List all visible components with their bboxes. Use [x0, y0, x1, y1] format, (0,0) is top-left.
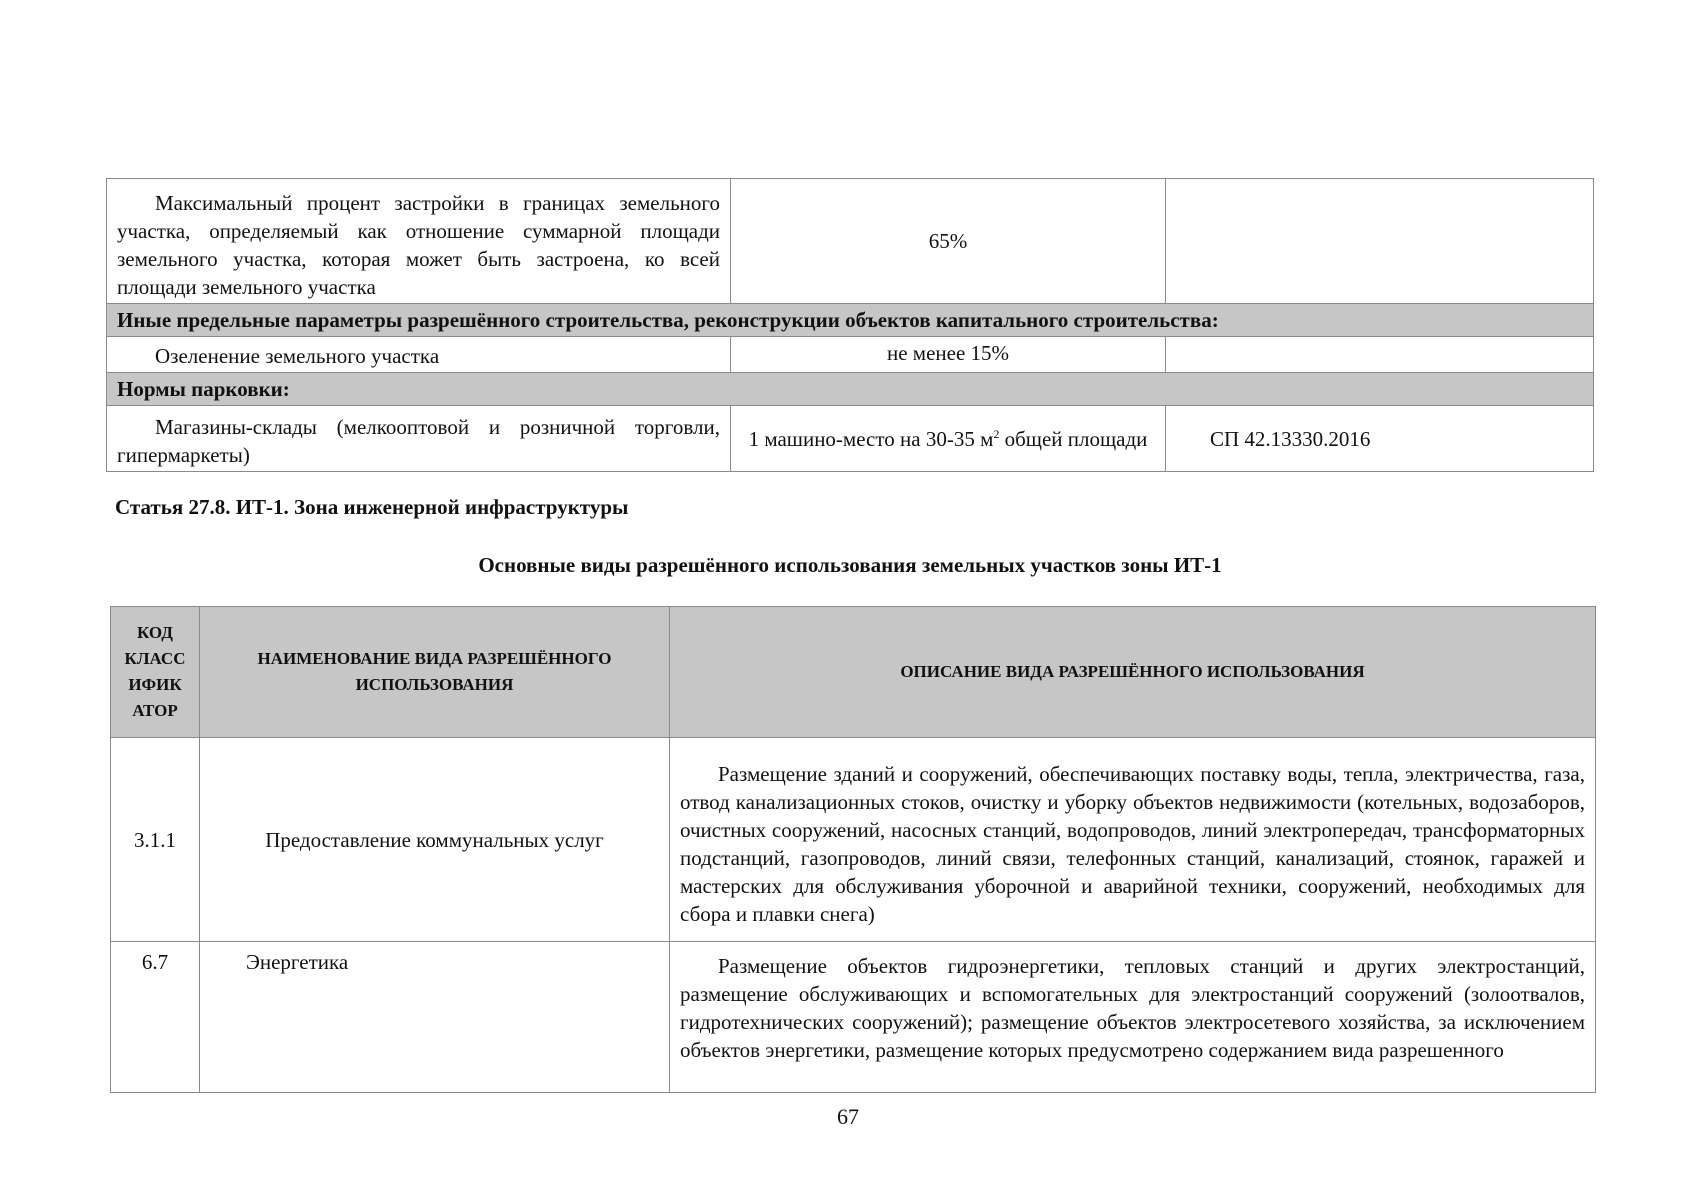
row-code: 6.7 — [111, 942, 200, 1093]
table-row — [107, 406, 1594, 472]
section-header-parking: Нормы парковки: — [107, 373, 1594, 406]
column-header-code: КОД КЛАСС ИФИК АТОР — [111, 607, 200, 738]
table-title: Основные виды разрешённого использования земельных участков зоны ИТ-1 — [478, 553, 1222, 577]
parameter-label: Магазины-склады (мелкооптовой и розничной торговли, гипермаркеты) — [107, 406, 731, 472]
row-name: Энергетика — [200, 942, 670, 1093]
parameter-value: 1 машино-место на 30-35 $м^2$ общей площади — [731, 406, 1166, 472]
column-header-name: НАИМЕНОВАНИЕ ВИДА РАЗРЕШЁННОГО ИСПОЛЬЗОВАНИЯ — [200, 607, 670, 738]
table-row — [107, 337, 1594, 373]
row-description: Размещение зданий и сооружений, обеспечивающих поставку воды, тепла, электричества, газа, отвод канализационных стоков, очистку и уборку объектов недвижимости (котельных, водозаборов, очистных сооружений, насосных станций, водопроводов, линий электропередач, трансформаторных подстанций, газопроводов, линий связи, телефонных станций, канализаций, стоянок, гаражей и мастерских для обслуживания уборочной и аварийной техники, сооружений, необходимых для сбора и плавки снега) — [670, 738, 1596, 942]
page-number: 67 — [837, 1104, 859, 1129]
table-row — [107, 179, 1594, 304]
parameters-table — [106, 178, 1594, 472]
row-description: Размещение объектов гидроэнергетики, тепловых станций и других электростанций, размещение обслуживающих и вспомогательных для электростанций сооружений (золоотвалов, гидротехнических сооружений); размещение объектов электросетевого хозяйства, за исключением объектов энергетики, размещение которых предусмотрено содержанием вида разрешенного — [670, 942, 1596, 1093]
table-row — [111, 942, 1596, 1093]
parameter-value: 65% — [731, 179, 1166, 304]
section-header-row — [107, 304, 1594, 337]
row-name: Предоставление коммунальных услуг — [200, 738, 670, 942]
table-row — [111, 738, 1596, 942]
row-code: 3.1.1 — [111, 738, 200, 942]
section-header-row — [107, 373, 1594, 406]
table-header-row — [111, 607, 1596, 738]
parameter-note — [1166, 179, 1594, 304]
column-header-description: ОПИСАНИЕ ВИДА РАЗРЕШЁННОГО ИСПОЛЬЗОВАНИЯ — [670, 607, 1596, 738]
parameter-note — [1166, 337, 1594, 373]
land-use-table — [110, 606, 1596, 1093]
parameter-value: не менее 15% — [731, 337, 1166, 373]
parameter-label: Максимальный процент застройки в границах земельного участка, определяемый как отношение суммарной площади земельного участка, которая может быть застроена, ко всей площади земельного участка — [107, 179, 731, 304]
article-title: Статья 27.8. ИТ-1. Зона инженерной инфраструктуры — [115, 495, 629, 519]
parameter-label: Озеленение земельного участка — [107, 337, 731, 373]
section-header-other-params: Иные предельные параметры разрешённого строительства, реконструкции объектов капитального строительства: — [107, 304, 1594, 337]
parameter-note: СП 42.13330.2016 — [1166, 406, 1594, 472]
